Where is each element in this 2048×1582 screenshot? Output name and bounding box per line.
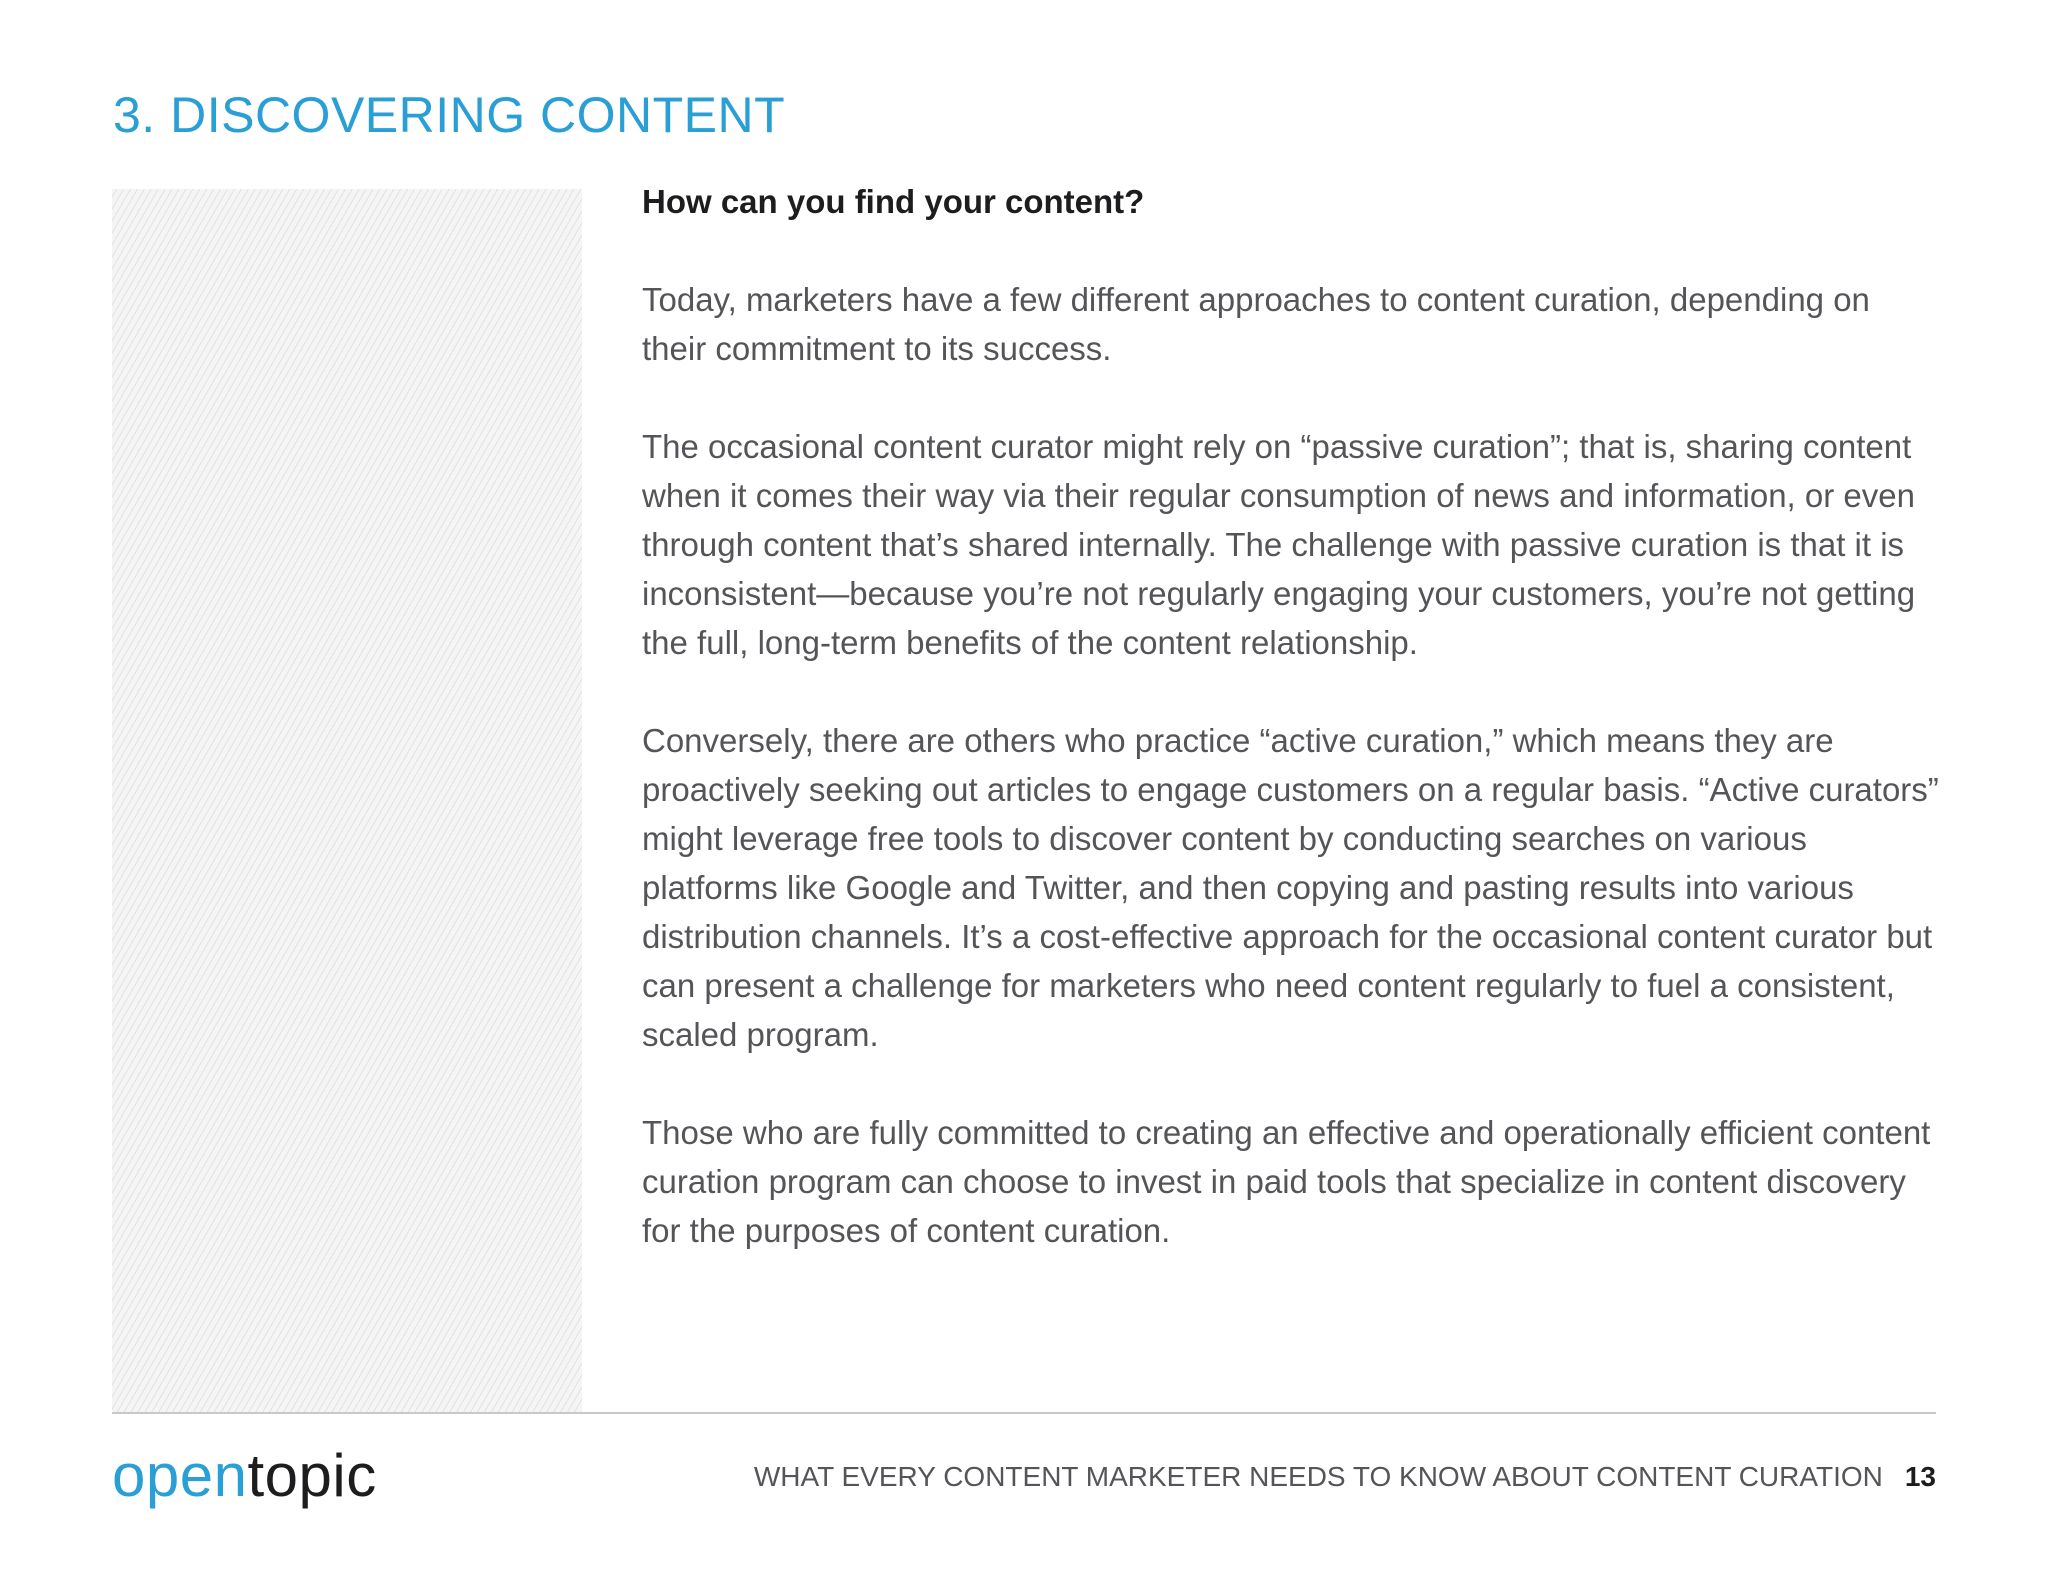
logo-text-topic: topic (247, 1442, 377, 1509)
section-title: 3. DISCOVERING CONTENT (113, 87, 786, 143)
article-paragraph-1: Today, marketers have a few different approaches to content curation, depending on their commitment to its success. (642, 281, 1870, 367)
article-paragraph-4: Those who are fully committed to creating an effective and operationally efficient content curation program can choose to invest in paid tools that specialize in content discovery for the purposes of content curation. (642, 1114, 1931, 1249)
article-question: How can you find your content? (642, 183, 1145, 220)
document-title: WHAT EVERY CONTENT MARKETER NEEDS TO KNOW ABOUT CONTENT CURATION (753, 1461, 1883, 1492)
logo-text-open: open (112, 1442, 248, 1509)
article-paragraph-2: The occasional content curator might rely on “passive curation”; that is, sharing content when it comes their way via their regular consumption of news and information, or even through content that’s shared internally. The challenge with passive curation is that it is inconsistent—because you’re not regularly engaging your customers, you’re not getting the full, long-term benefits of the content relationship. (642, 428, 1916, 661)
decorative-side-panel (112, 189, 582, 1412)
opentopic-logo (112, 1440, 377, 1512)
article-body (642, 178, 1942, 1255)
footer-caption (754, 1457, 1936, 1497)
footer-divider (112, 1412, 1936, 1414)
article-paragraph-3: Conversely, there are others who practice “active curation,” which means they are proactively seeking out articles to engage customers on a regular basis. “Active curators” might leverage free tools to discover content by conducting searches on various platforms like Google and Twitter, and then copying and pasting results into various distribution channels. It’s a cost-effective approach for the occasional content curator but can present a challenge for marketers who need content regularly to fuel a consistent, scaled program. (642, 722, 1939, 1053)
page-number: 13 (1904, 1461, 1936, 1492)
